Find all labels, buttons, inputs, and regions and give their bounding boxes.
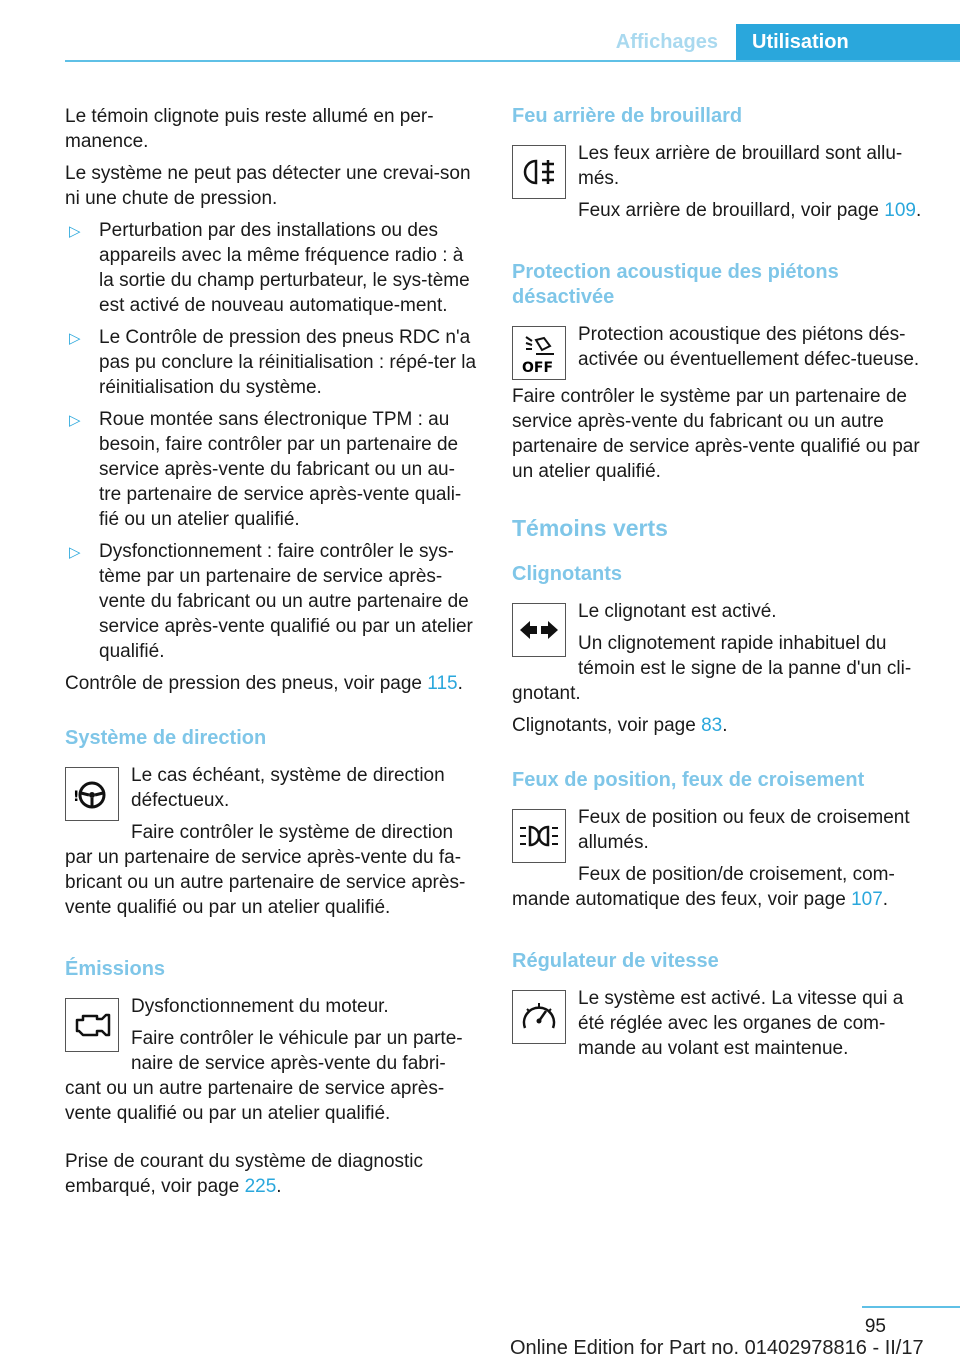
paragraph: Faire contrôler le système par un partenaire de service après-vente du fabricant ou un autre partenaire de service après-vente qualifié ou par un atelier qualifié. xyxy=(512,386,920,482)
section-turn-signals xyxy=(512,562,928,738)
section-title: Feu arrière de brouillard xyxy=(512,105,743,127)
paragraph: Un clignotement rapide inhabituel du témoin est le signe de la panne d'un cli-gnotant. xyxy=(512,633,912,704)
list-item: ▷ Le Contrôle de pression des pneus RDC n'a pas pu conclure la réinitialisation : répé-ter la réinitialisation du système. xyxy=(69,327,477,398)
paragraph: Protection acoustique des piétons dés-activée ou éventuellement défec-tueuse. xyxy=(578,324,920,370)
cruise-control-icon xyxy=(512,990,566,1044)
paragraph: Faire contrôler le système de direction par un partenaire de service après-vente du fa-bricant ou un autre partenaire de service après-vente qualifié ou par un atelier qualifié. xyxy=(65,822,466,918)
page-header xyxy=(0,24,960,62)
triangle-bullet-icon: ▷ xyxy=(69,330,81,347)
right-column xyxy=(512,104,928,1068)
paragraph: Contrôle de pression des pneus, voir page 115. xyxy=(65,673,463,694)
page-number: 95 xyxy=(864,1316,886,1337)
paragraph: Feux de position/de croisement, com-mande automatique des feux, voir page 107. xyxy=(512,864,895,910)
section-steering xyxy=(65,726,477,927)
triangle-bullet-icon: ▷ xyxy=(69,412,81,429)
section-title: Protection acoustique des piétons désactivée xyxy=(512,261,839,308)
low-beam-icon xyxy=(512,809,566,863)
svg-text:OFF: OFF xyxy=(522,360,554,376)
triangle-bullet-icon: ▷ xyxy=(69,544,81,561)
left-column xyxy=(65,104,477,1206)
section-title: Système de direction xyxy=(65,727,267,749)
section-pedestrian xyxy=(512,260,928,484)
pedestrian-sound-off-icon xyxy=(512,326,566,380)
page-link[interactable]: 83 xyxy=(701,715,723,736)
paragraph: Dysfonctionnement du moteur. xyxy=(131,996,389,1017)
header-rule xyxy=(65,60,960,62)
steering-warning-icon xyxy=(65,767,119,821)
page-link[interactable]: 107 xyxy=(851,889,883,910)
paragraph: Feux arrière de brouillard, voir page 109. xyxy=(578,200,922,221)
paragraph: Prise de courant du système de diagnostic embarqué, voir page 225. xyxy=(65,1151,424,1197)
page-link[interactable]: 109 xyxy=(884,200,916,221)
heading-green-indicators: Témoins verts xyxy=(512,515,668,541)
edition-text: Online Edition for Part no. 01402978816 - II/17 xyxy=(510,1337,924,1359)
section-cruise-control xyxy=(512,949,928,1068)
paragraph: Le témoin clignote puis reste allumé en per-manence. xyxy=(65,106,434,152)
page-footer xyxy=(0,1306,960,1362)
turn-signal-icon xyxy=(512,603,566,657)
list-item: ▷ Dysfonctionnement : faire contrôler le sys-tème par un partenaire de service après-vente du fabricant ou un autre partenaire de service après-vente qualifié ou par un atelier qualifié. xyxy=(69,541,473,662)
paragraph: Feux de position ou feux de croisement allumés. xyxy=(578,807,910,853)
list-item: ▷ Roue montée sans électronique TPM : au besoin, faire contrôler par un partenaire de service après-vente du fabricant ou un au-tre partenaire de service après-vente quali-fié ou un atelier qualifié. xyxy=(69,409,462,530)
engine-icon xyxy=(65,998,119,1052)
page-link[interactable]: 225 xyxy=(244,1176,277,1197)
paragraph: Le système ne peut pas détecter une crevai-son ni une chute de pression. xyxy=(65,163,471,209)
paragraph: Faire contrôler le véhicule par un parte-naire de service après-vente du fabri-cant ou un autre partenaire de service après-vente qualifié ou par un atelier qualifié. xyxy=(65,1028,463,1124)
bullet-list xyxy=(65,218,477,664)
svg-text:!: ! xyxy=(73,789,80,805)
section-rear-fog xyxy=(512,104,928,230)
header-section: Affichages xyxy=(615,31,718,53)
header-tab-utilisation: Utilisation xyxy=(736,24,960,60)
triangle-bullet-icon: ▷ xyxy=(69,223,81,240)
section-title: Clignotants xyxy=(512,563,622,585)
list-item: ▷ Perturbation par des installations ou des appareils avec la même fréquence radio : à la sortie du champ perturbateur, le sys-tème est activé de nouveau automatique-ment. xyxy=(69,220,470,316)
footer-rule xyxy=(862,1306,960,1308)
paragraph: Le système est activé. La vitesse qui a été réglée avec les organes de com-mande au volant est maintenue. xyxy=(578,988,904,1059)
section-lights xyxy=(512,768,928,919)
paragraph: Le clignotant est activé. xyxy=(578,601,777,622)
section-title: Régulateur de vitesse xyxy=(512,950,719,972)
page-link[interactable]: 115 xyxy=(427,673,458,694)
rear-fog-light-icon xyxy=(512,145,566,199)
paragraph: Clignotants, voir page 83. xyxy=(512,715,728,736)
paragraph: Les feux arrière de brouillard sont allu-més. xyxy=(578,143,903,189)
section-title: Feux de position, feux de croisement xyxy=(512,769,865,791)
section-title: Émissions xyxy=(65,958,166,980)
paragraph: Le cas échéant, système de direction défectueux. xyxy=(131,765,445,811)
section-emissions xyxy=(65,957,477,1199)
